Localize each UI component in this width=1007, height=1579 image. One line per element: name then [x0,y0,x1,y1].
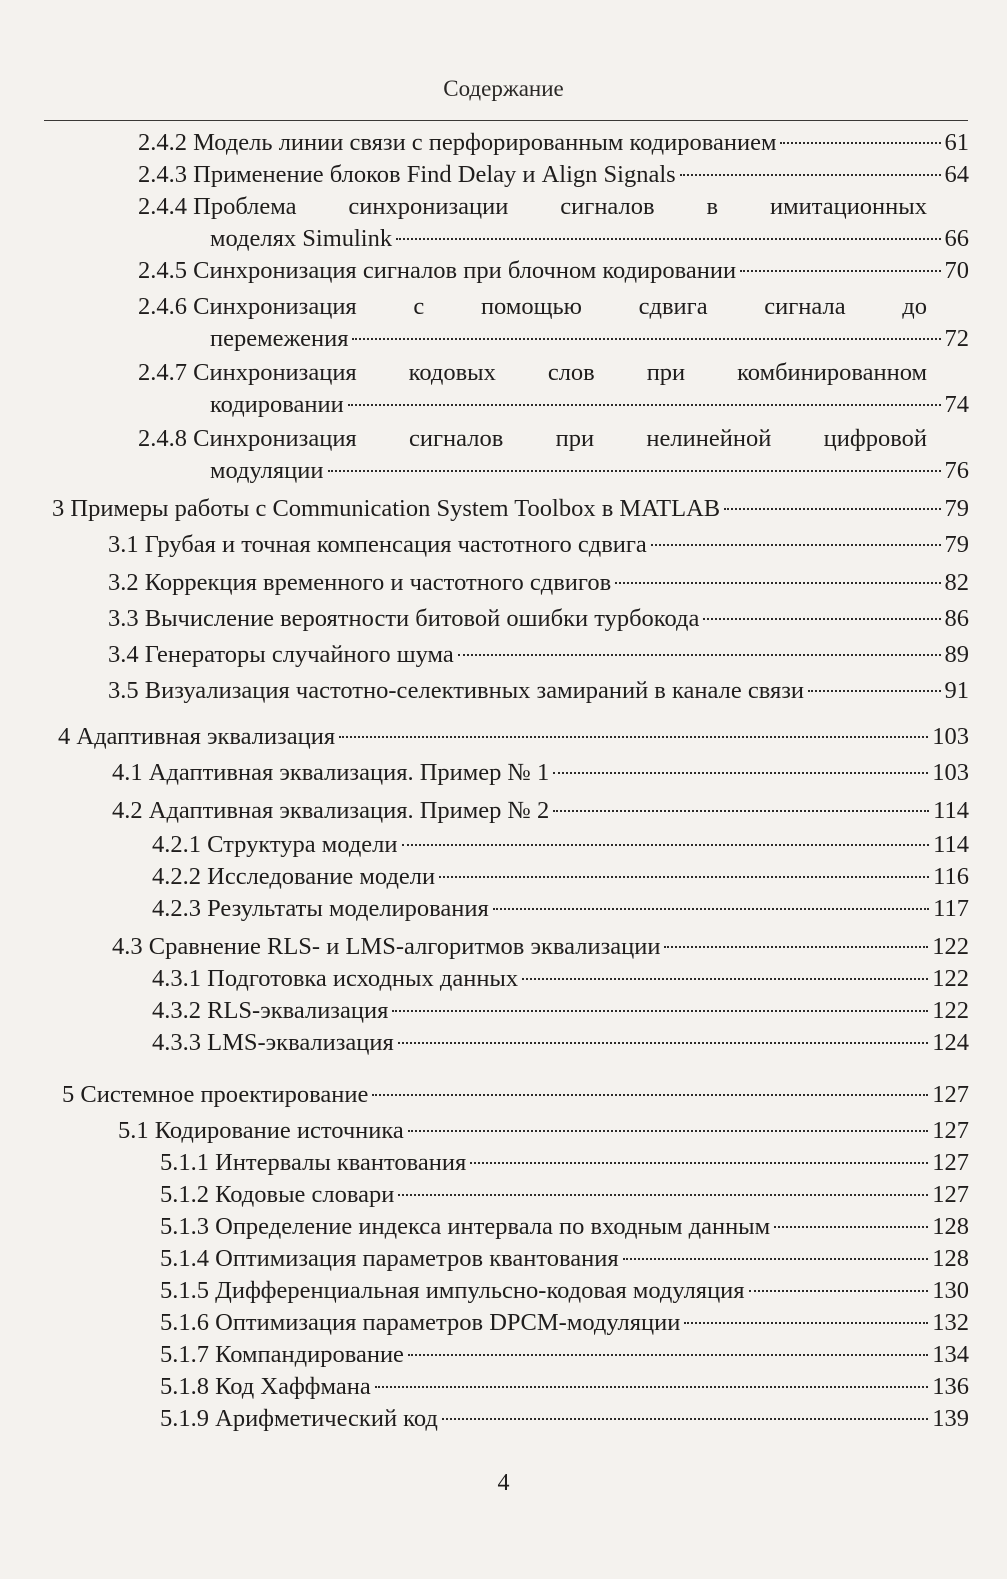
toc-entry[interactable]: моделях Simulink 66 [210,225,969,252]
toc-entry-line1[interactable]: 2.4.4 Проблема синхронизации сигналов в имитационных [138,193,927,220]
toc-entry[interactable]: 5.1 Кодирование источника 127 [118,1117,969,1144]
toc-entry[interactable]: 4.3.2 RLS-эквализация 122 [152,997,969,1024]
page-number: 4 [497,1470,510,1496]
toc-entry-line1[interactable]: 2.4.8 Синхронизация сигналов при нелинейной цифровой [138,425,927,452]
page-header: Содержание [443,76,564,101]
toc-entry[interactable]: 2.4.3 Применение блоков Find Delay и Align Signals 64 [138,161,969,188]
toc-chapter[interactable]: 4 Адаптивная эквализация 103 [58,723,969,750]
toc-entry[interactable]: 3.4 Генераторы случайного шума 89 [108,641,969,668]
toc-entry[interactable]: 5.1.4 Оптимизация параметров квантования 128 [160,1245,969,1272]
toc-entry[interactable]: 2.4.5 Синхронизация сигналов при блочном кодировании 70 [138,257,969,284]
toc-entry[interactable]: 5.1.1 Интервалы квантования 127 [160,1149,969,1176]
toc-entry[interactable]: 5.1.7 Компандирование 134 [160,1341,969,1368]
toc-entry[interactable]: 5.1.8 Код Хаффмана 136 [160,1373,969,1400]
toc-entry[interactable]: 3.1 Грубая и точная компенсация частотного сдвига 79 [108,531,969,558]
toc-entry[interactable]: 3.2 Коррекция временного и частотного сдвигов 82 [108,569,969,596]
toc-entry[interactable]: 3.3 Вычисление вероятности битовой ошибки турбокода 86 [108,605,969,632]
toc-entry[interactable]: 5.1.6 Оптимизация параметров DPCM-модуляции 132 [160,1309,969,1336]
toc-chapter[interactable]: 5 Системное проектирование 127 [62,1081,969,1108]
toc-entry[interactable]: 4.1 Адаптивная эквализация. Пример № 1 103 [112,759,969,786]
toc-entry[interactable]: 5.1.2 Кодовые словари 127 [160,1181,969,1208]
toc-entry[interactable]: 4.2.3 Результаты моделирования 117 [152,895,969,922]
toc-entry[interactable]: 4.3.3 LMS-эквализация 124 [152,1029,969,1056]
toc-entry[interactable]: 4.2.2 Исследование модели 116 [152,863,969,890]
toc-entry[interactable]: кодировании 74 [210,391,969,418]
toc-chapter[interactable]: 3 Примеры работы с Communication System Toolbox в MATLAB 79 [52,495,969,522]
toc-entry[interactable]: 5.1.9 Арифметический код 139 [160,1405,969,1432]
toc-entry[interactable]: перемежения 72 [210,325,969,352]
toc-entry[interactable]: 3.5 Визуализация частотно-селективных замираний в канале связи 91 [108,677,969,704]
toc-entry[interactable]: 2.4.2 Модель линии связи с перфорированным кодированием 61 [138,129,969,156]
header-rule [44,120,968,121]
toc-entry[interactable]: 4.2.1 Структура модели 114 [152,831,969,858]
toc-entry[interactable]: 4.2 Адаптивная эквализация. Пример № 2 114 [112,797,969,824]
toc-entry[interactable]: 5.1.5 Дифференциальная импульсно-кодовая модуляция 130 [160,1277,969,1304]
toc-entry-line1[interactable]: 2.4.7 Синхронизация кодовых слов при комбинированном [138,359,927,386]
toc-entry[interactable]: модуляции 76 [210,457,969,484]
toc-entry-line1[interactable]: 2.4.6 Синхронизация с помощью сдвига сигнала до [138,293,927,320]
toc-entry[interactable]: 4.3 Сравнение RLS- и LMS-алгоритмов эквализации 122 [112,933,969,960]
toc-entry[interactable]: 5.1.3 Определение индекса интервала по входным данным 128 [160,1213,969,1240]
toc-entry[interactable]: 4.3.1 Подготовка исходных данных 122 [152,965,969,992]
